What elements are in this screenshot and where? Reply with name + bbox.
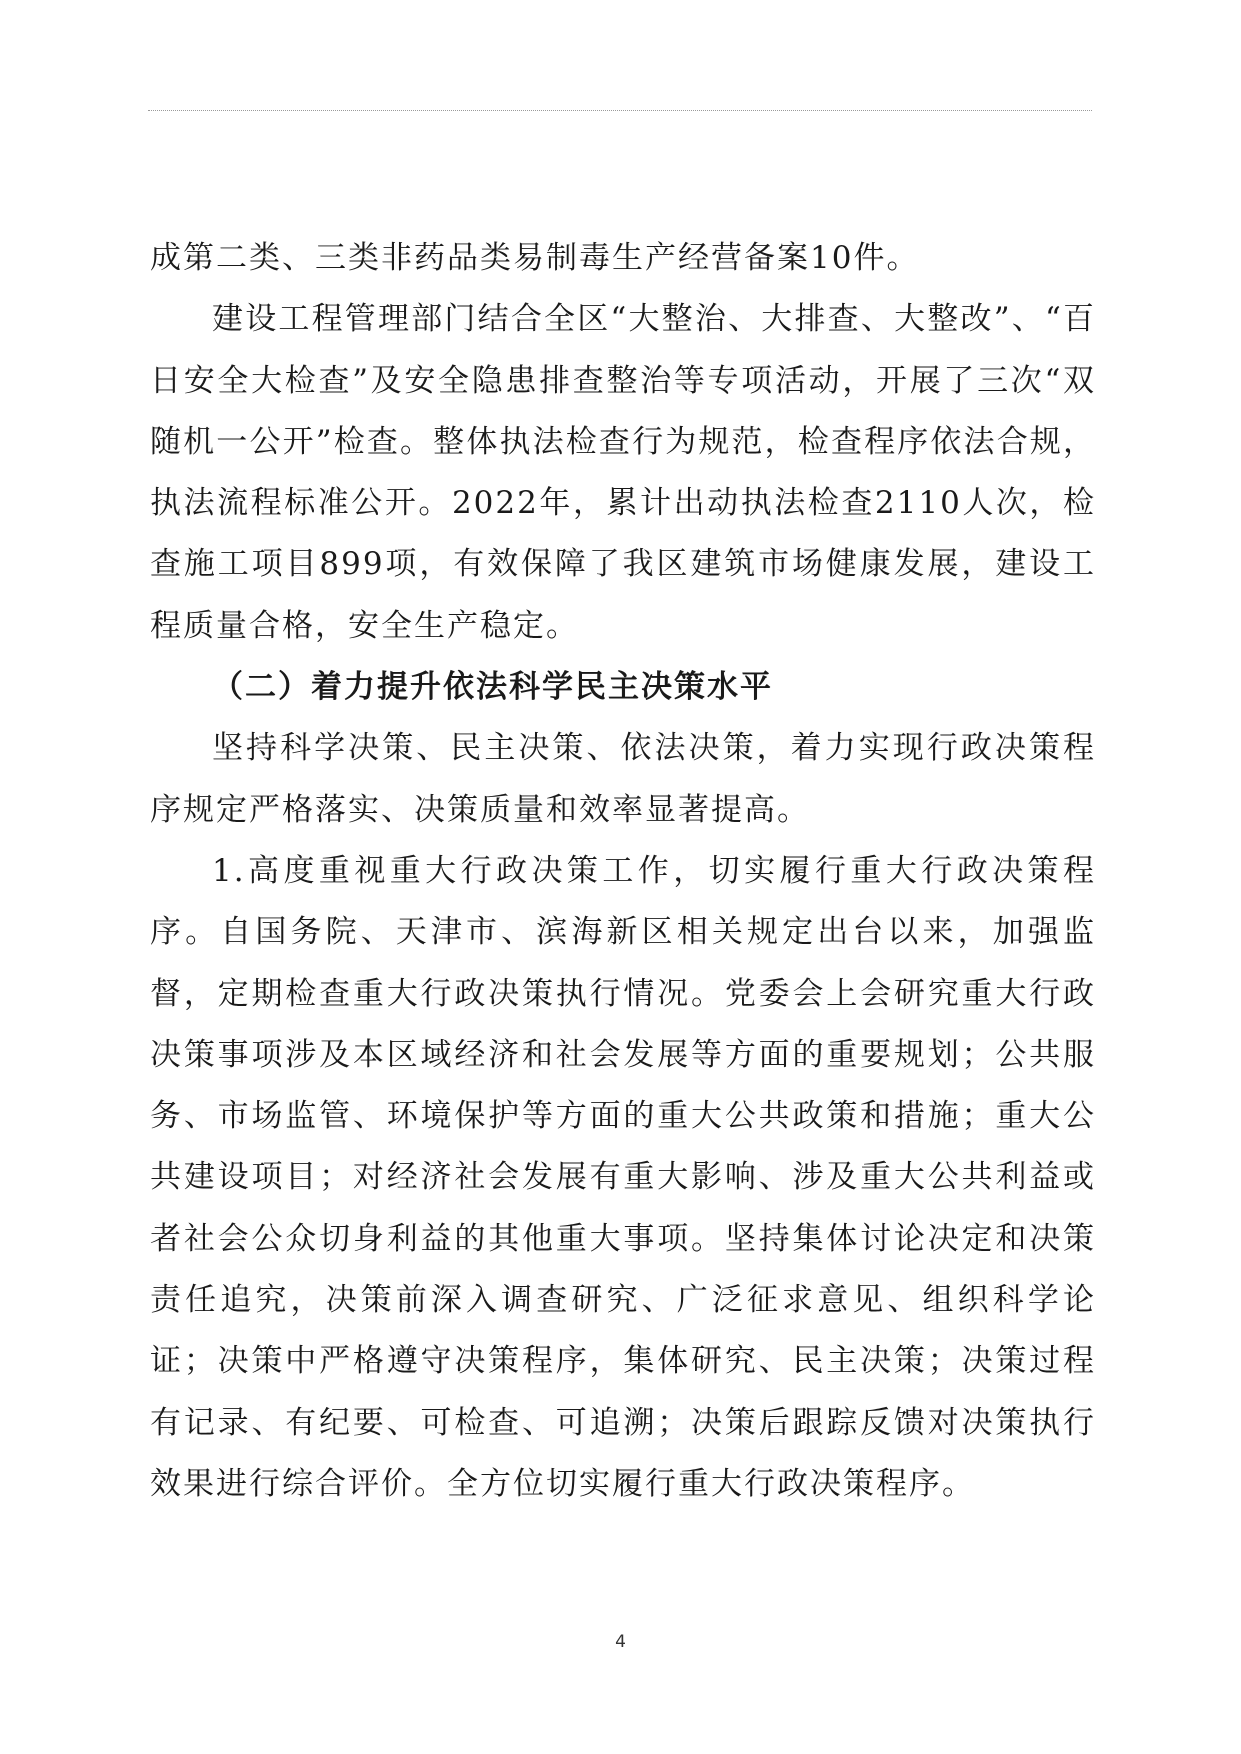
paragraph-continuation: 成第二类、三类非药品类易制毒生产经营备案10件。 bbox=[150, 240, 920, 276]
header-divider bbox=[148, 110, 1092, 111]
paragraph-major-decisions: 1.高度重视重大行政决策工作，切实履行重大行政决策程序。自国务院、天津市、滨海新区相关规定出台以来，加强监督，定期检查重大行政决策执行情况。党委会上会研究重大行政决策事项涉及本区域经济和社会发展等方面的重要规划；公共服务、市场监管、环境保护等方面的重大公共政策和措施；重大公共建设项目；对经济社会发展有重大影响、涉及重大公共利益或者社会公众切身利益的其他重大事项。坚持集体讨论决定和决策责任追究，决策前深入调查研究、广泛征求意见、组织科学论证；决策中严格遵守决策程序，集体研究、民主决策；决策过程有记录、有纪要、可检查、可追溯；决策后跟踪反馈对决策执行效果进行综合评价。全方位切实履行重大行政决策程序。 bbox=[150, 852, 1096, 1502]
document-body bbox=[150, 228, 1096, 1515]
paragraph-decision-principles: 坚持科学决策、民主决策、依法决策，着力实现行政决策程序规定严格落实、决策质量和效率显著提高。 bbox=[150, 730, 1096, 828]
paragraph-construction-inspection: 建设工程管理部门结合全区“大整治、大排查、大整改”、“百日安全大检查”及安全隐患排查整治等专项活动，开展了三次“双随机一公开”检查。整体执法检查行为规范，检查程序依法合规，执法流程标准公开。2022年，累计出动执法检查2110人次，检查施工项目899项，有效保障了我区建筑市场健康发展，建设工程质量合格，安全生产稳定。 bbox=[150, 301, 1096, 644]
section-heading: （二）着力提升依法科学民主决策水平 bbox=[212, 669, 773, 706]
page-number: 4 bbox=[615, 1632, 626, 1652]
